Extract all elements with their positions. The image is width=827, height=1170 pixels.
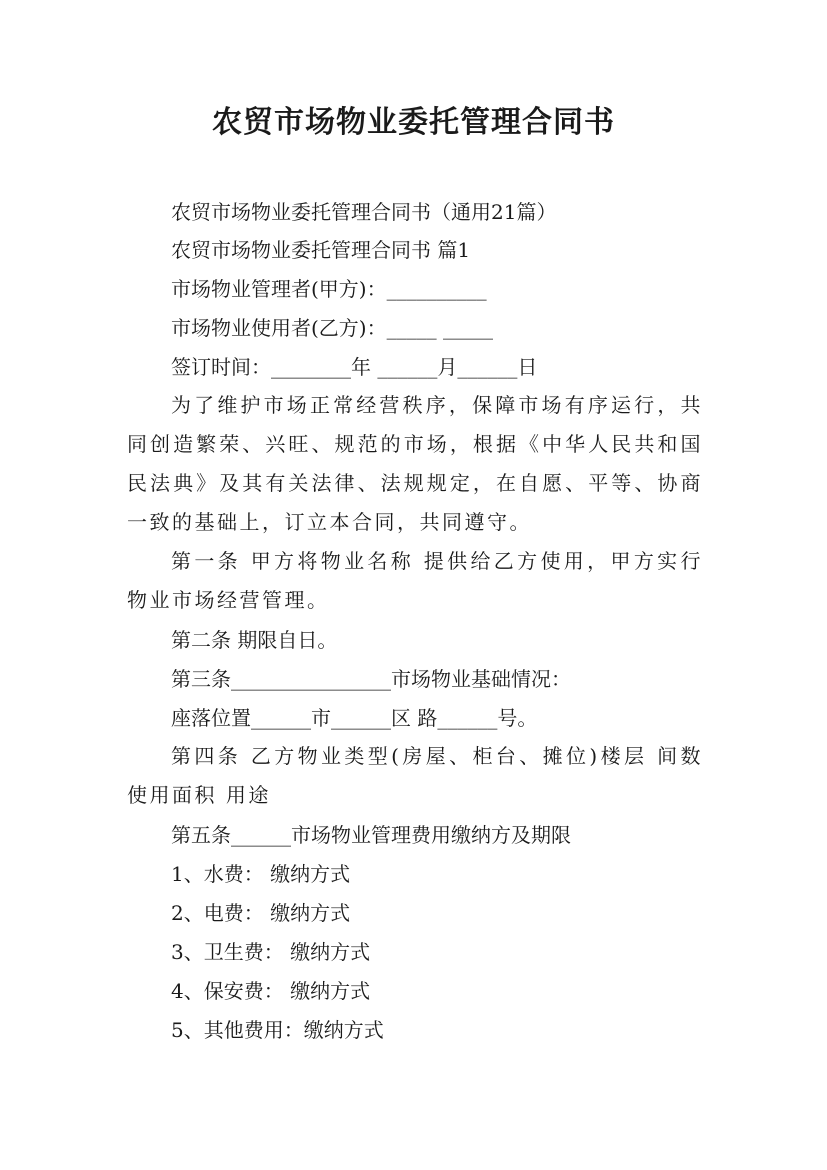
location-line: 座落位置______市______区 路______号。 bbox=[171, 706, 538, 730]
article-2-line: 第二条 期限自日。 bbox=[171, 628, 338, 652]
article-5-line: 第五条______市场物业管理费用缴纳方及期限 bbox=[171, 823, 571, 847]
fee-item-other: 5、其他费用：缴纳方式 bbox=[171, 1018, 384, 1042]
party-b-line: 市场物业使用者(乙方)：_____ _____ bbox=[171, 316, 493, 340]
party-a-line: 市场物业管理者(甲方)：__________ bbox=[171, 277, 487, 301]
article-4-paragraph: 第四条 乙方物业类型(房屋、柜台、摊位)楼层 间数使用面积 用途 bbox=[127, 744, 703, 807]
document-subtitle: 农贸市场物业委托管理合同书（通用21篇） bbox=[171, 200, 557, 224]
document-title: 农贸市场物业委托管理合同书 bbox=[212, 105, 615, 140]
article-3-line: 第三条________________市场物业基础情况： bbox=[171, 667, 571, 691]
signing-date-line: 签订时间：________年 ______月______日 bbox=[171, 355, 538, 379]
fee-item-security: 4、保安费： 缴纳方式 bbox=[171, 979, 371, 1003]
fee-item-sanitation: 3、卫生费： 缴纳方式 bbox=[171, 940, 371, 964]
preamble-paragraph: 为了维护市场正常经营秩序，保障市场有序运行，共同创造繁荣、兴旺、规范的市场，根据《中华人民共和国民法典》及其有关法律、法规规定，在自愿、平等、协商一致的基础上，订立本合同，共同遵守。 bbox=[127, 393, 703, 534]
fee-item-electricity: 2、电费： 缴纳方式 bbox=[171, 901, 351, 925]
fee-item-water: 1、水费： 缴纳方式 bbox=[171, 862, 351, 886]
article-1-paragraph: 第一条 甲方将物业名称 提供给乙方使用，甲方实行物业市场经营管理。 bbox=[127, 549, 703, 612]
section-heading: 农贸市场物业委托管理合同书 篇1 bbox=[171, 238, 471, 262]
